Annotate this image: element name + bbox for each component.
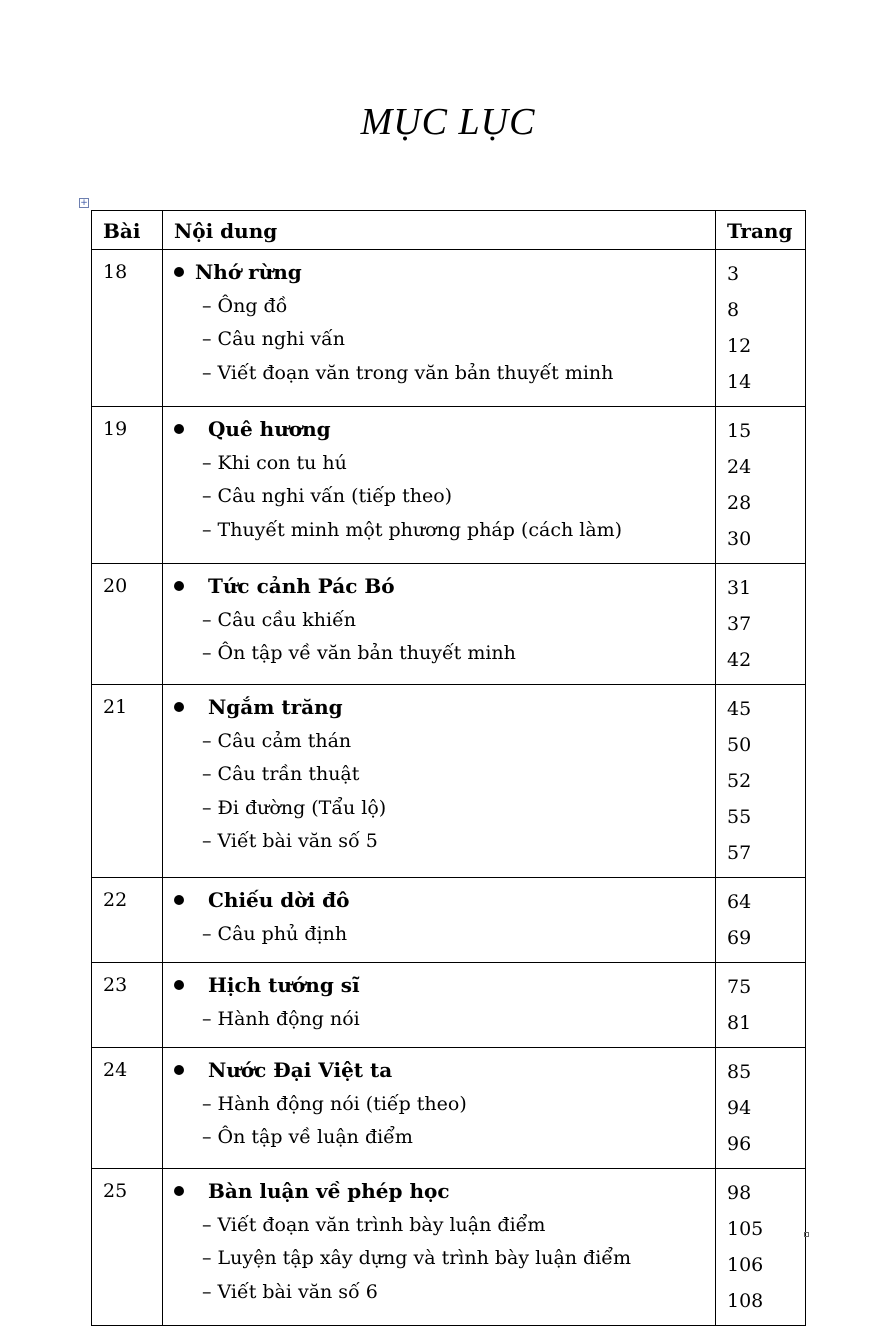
page-number: 57: [727, 842, 752, 864]
sub-topic: – Hành động nói: [202, 1007, 360, 1030]
sub-topic: – Viết đoạn văn trong văn bản thuyết minh: [202, 361, 614, 384]
sub-topic: – Luyện tập xây dựng và trình bày luận điểm: [202, 1247, 632, 1269]
page-number: 31: [727, 577, 752, 599]
bullet-icon: [174, 267, 184, 277]
page-number: 106: [727, 1254, 764, 1276]
lesson-content: [163, 878, 716, 963]
page-number: 52: [727, 770, 752, 792]
page-number: 28: [727, 492, 752, 514]
lesson-number: 18: [92, 250, 163, 407]
page-number: 75: [727, 976, 752, 998]
lesson-number: 25: [92, 1169, 163, 1326]
page-number: 55: [727, 806, 752, 828]
lesson-content: [163, 1048, 716, 1169]
main-topic: [174, 1175, 715, 1209]
lesson-number: 20: [92, 564, 163, 685]
main-topic-label: Bàn luận về phép học: [208, 1179, 450, 1203]
page-number: 94: [727, 1097, 752, 1119]
header-content: Nội dung: [163, 211, 716, 250]
main-topic: [174, 884, 715, 918]
page-numbers: [716, 564, 806, 685]
main-topic: [174, 1054, 715, 1088]
table-move-handle-icon[interactable]: +: [80, 198, 88, 208]
page-number: 45: [727, 698, 752, 720]
main-topic-label: Nước Đại Việt ta: [208, 1058, 393, 1082]
main-topic: [174, 256, 715, 290]
page-numbers: [716, 685, 806, 878]
table-row: [92, 878, 806, 963]
page-title: MỤC LỤC: [360, 101, 536, 143]
main-topic: [174, 413, 715, 447]
lesson-number: 24: [92, 1048, 163, 1169]
table-row: [92, 407, 806, 564]
bullet-icon: [174, 895, 184, 905]
lesson-content: [163, 1169, 716, 1326]
page-number: 96: [727, 1133, 752, 1155]
main-topic-label: Nhớ rừng: [195, 260, 302, 284]
page-numbers: [716, 250, 806, 407]
header-lesson: Bài: [92, 211, 163, 250]
page-number: 15: [727, 420, 752, 442]
page-numbers: [716, 407, 806, 564]
main-topic: [174, 570, 715, 604]
sub-topic: – Thuyết minh một phương pháp (cách làm): [202, 518, 623, 541]
page-number: 3: [727, 263, 740, 285]
header-page: Trang: [716, 211, 806, 250]
sub-topic: – Ông đồ: [202, 294, 288, 317]
lesson-number: 23: [92, 963, 163, 1048]
page-number: 24: [727, 456, 752, 478]
sub-topic: – Câu trần thuật: [202, 763, 360, 785]
table-row: [92, 1048, 806, 1169]
bullet-icon: [174, 424, 184, 434]
sub-topic: – Câu phủ định: [202, 922, 348, 945]
sub-topic: – Viết đoạn văn trình bày luận điểm: [202, 1213, 546, 1236]
bullet-icon: [174, 581, 184, 591]
table-resize-handle[interactable]: [804, 1232, 809, 1237]
page-numbers: [716, 1169, 806, 1326]
table-row: [92, 963, 806, 1048]
sub-topic: – Ôn tập về văn bản thuyết minh: [202, 642, 516, 664]
page-number: 50: [727, 734, 752, 756]
page-number: 69: [727, 927, 752, 949]
lesson-number: 19: [92, 407, 163, 564]
page-numbers: [716, 963, 806, 1048]
page-number: 8: [727, 299, 740, 321]
page-number: 37: [727, 613, 752, 635]
sub-topic: – Ôn tập về luận điểm: [202, 1126, 413, 1148]
page-number: 85: [727, 1061, 752, 1083]
sub-topic: – Câu nghi vấn (tiếp theo): [202, 485, 453, 507]
main-topic-label: Hịch tướng sĩ: [208, 973, 360, 997]
sub-topic: – Đi đường (Tẩu lộ): [202, 796, 387, 819]
bullet-icon: [174, 702, 184, 712]
main-topic-label: Tức cảnh Pác Bó: [208, 574, 395, 598]
page-number: 14: [727, 371, 752, 393]
main-topic-label: Quê hương: [208, 417, 331, 441]
page-number: 12: [727, 335, 752, 357]
page-number: 108: [727, 1290, 764, 1312]
main-topic: [174, 691, 715, 725]
page-number: 105: [727, 1218, 764, 1240]
page-numbers: [716, 878, 806, 963]
main-topic: [174, 969, 715, 1003]
sub-topic: – Viết bài văn số 5: [202, 830, 378, 852]
table-row: [92, 685, 806, 878]
sub-topic: – Hành động nói (tiếp theo): [202, 1092, 467, 1115]
bullet-icon: [174, 1065, 184, 1075]
sub-topic: – Viết bài văn số 6: [202, 1280, 378, 1303]
page-number: 98: [727, 1182, 752, 1204]
lesson-content: [163, 564, 716, 685]
sub-topic: – Câu nghi vấn: [202, 328, 346, 350]
lesson-number: 22: [92, 878, 163, 963]
sub-topic: – Câu cầu khiến: [202, 608, 356, 631]
page-numbers: [716, 1048, 806, 1169]
lesson-content: [163, 685, 716, 878]
table-row: [92, 564, 806, 685]
page-number: 30: [727, 528, 752, 550]
main-topic-label: Chiếu dời đô: [208, 888, 350, 912]
bullet-icon: [174, 1186, 184, 1196]
table-row: [92, 250, 806, 407]
lesson-content: [163, 407, 716, 564]
page-number: 64: [727, 891, 752, 913]
lesson-content: [163, 963, 716, 1048]
page-number: 42: [727, 649, 752, 671]
sub-topic: – Câu cảm thán: [202, 729, 352, 752]
lesson-number: 21: [92, 685, 163, 878]
header-row: [92, 211, 806, 250]
lesson-content: [163, 250, 716, 407]
toc-table: [91, 210, 806, 1326]
table-row: [92, 1169, 806, 1326]
sub-topic: – Khi con tu hú: [202, 451, 347, 474]
page-number: 81: [727, 1012, 752, 1034]
main-topic-label: Ngắm trăng: [208, 695, 343, 719]
bullet-icon: [174, 980, 184, 990]
